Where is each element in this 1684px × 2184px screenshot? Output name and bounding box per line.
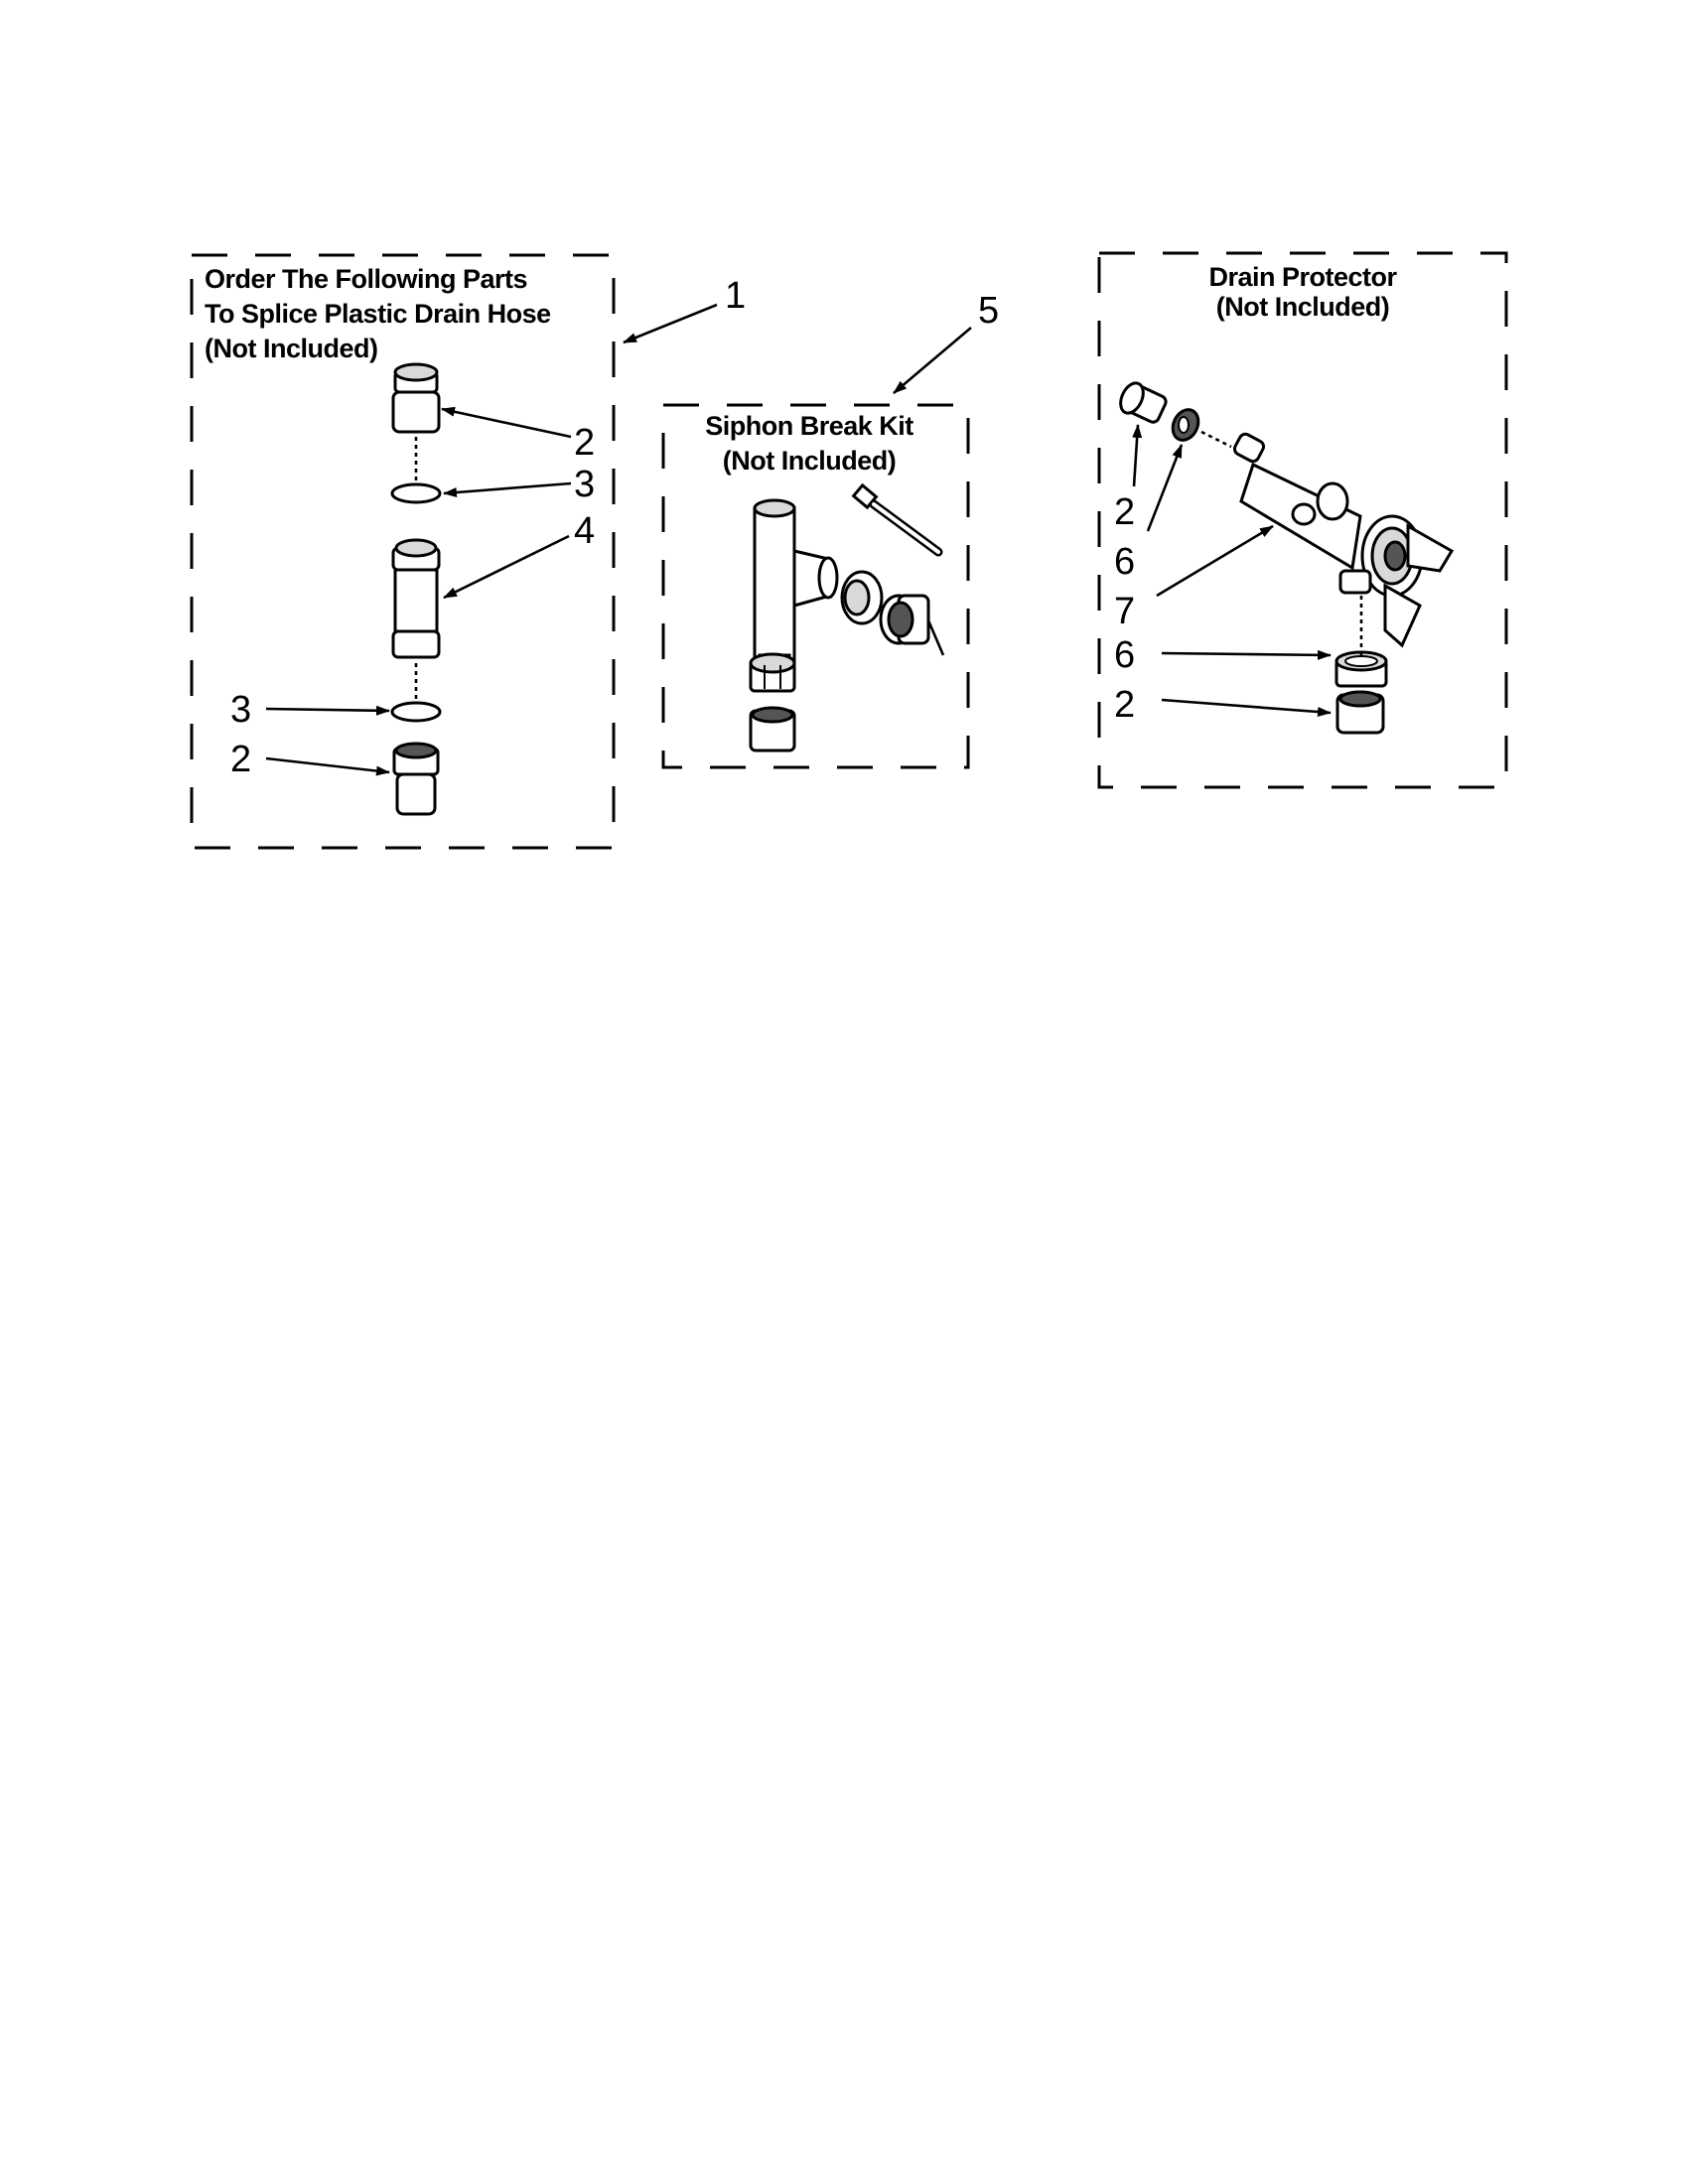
callout-drain-top-nut: 6 bbox=[1114, 541, 1136, 583]
drain-bottom-fitting bbox=[1337, 692, 1383, 733]
siphon-side-nut bbox=[842, 572, 882, 623]
splice-kit-title-line-2: To Splice Plastic Drain Hose bbox=[205, 299, 551, 329]
callout-splice-top-clamp: 3 bbox=[574, 464, 596, 505]
drain-protector-body bbox=[1201, 432, 1452, 645]
siphon-break-kit-box bbox=[663, 405, 968, 767]
leader-splice-top-clamp bbox=[444, 483, 571, 493]
leader-siphon-kit bbox=[894, 328, 971, 393]
callout-splice-bottom-clamp: 3 bbox=[230, 689, 252, 731]
callout-drain-bottom-fitting: 2 bbox=[1114, 684, 1136, 726]
leader-splice-top-fitting bbox=[442, 409, 571, 437]
callout-splice-top-fitting: 2 bbox=[574, 422, 596, 464]
splice-top-fitting bbox=[393, 364, 439, 432]
siphon-kit-title-line-1: Siphon Break Kit bbox=[705, 411, 913, 441]
siphon-cable-tie bbox=[854, 485, 938, 552]
leader-drain-bottom-fitting bbox=[1162, 700, 1331, 713]
callout-splice-bottom-fitting: 2 bbox=[230, 739, 252, 780]
leader-drain-body bbox=[1157, 526, 1273, 596]
callout-splice-connector: 4 bbox=[574, 510, 596, 552]
drain-protector-title-line-2: (Not Included) bbox=[1215, 292, 1390, 322]
splice-kit-title-line-1: Order The Following Parts bbox=[205, 264, 528, 294]
leader-drain-top-nut bbox=[1148, 445, 1182, 531]
leader-drain-bottom-nut bbox=[1162, 653, 1331, 655]
drain-top-fitting bbox=[1116, 379, 1168, 424]
leader-splice-connector bbox=[444, 536, 569, 598]
splice-bottom-fitting bbox=[394, 744, 438, 814]
drain-bottom-nut bbox=[1336, 652, 1386, 686]
drain-protector-box bbox=[1099, 253, 1506, 787]
leader-drain-top-fitting bbox=[1134, 425, 1138, 486]
callout-drain-top-fitting: 2 bbox=[1114, 491, 1136, 533]
splice-kit-title-line-3: (Not Included) bbox=[205, 334, 378, 363]
callout-splice-kit: 1 bbox=[725, 275, 747, 317]
drain-top-nut bbox=[1168, 405, 1202, 444]
siphon-bottom-fitting bbox=[751, 708, 794, 751]
splice-top-clamp bbox=[392, 484, 440, 502]
callout-drain-bottom-nut: 6 bbox=[1114, 634, 1136, 676]
leader-splice-bottom-clamp bbox=[266, 709, 389, 711]
siphon-bottom-nut bbox=[751, 654, 794, 691]
siphon-side-fitting bbox=[881, 596, 943, 655]
splice-bottom-clamp bbox=[392, 703, 440, 721]
splice-kit-box bbox=[192, 255, 614, 848]
leader-splice-kit bbox=[624, 305, 717, 342]
siphon-tee-fitting bbox=[755, 500, 837, 679]
callout-drain-body: 7 bbox=[1114, 591, 1136, 632]
siphon-kit-title-line-2: (Not Included) bbox=[722, 446, 897, 476]
drain-protector-title-line-1: Drain Protector bbox=[1208, 262, 1397, 292]
splice-connector bbox=[393, 540, 439, 657]
callout-siphon-kit: 5 bbox=[978, 290, 1000, 332]
leader-splice-bottom-fitting bbox=[266, 758, 389, 772]
